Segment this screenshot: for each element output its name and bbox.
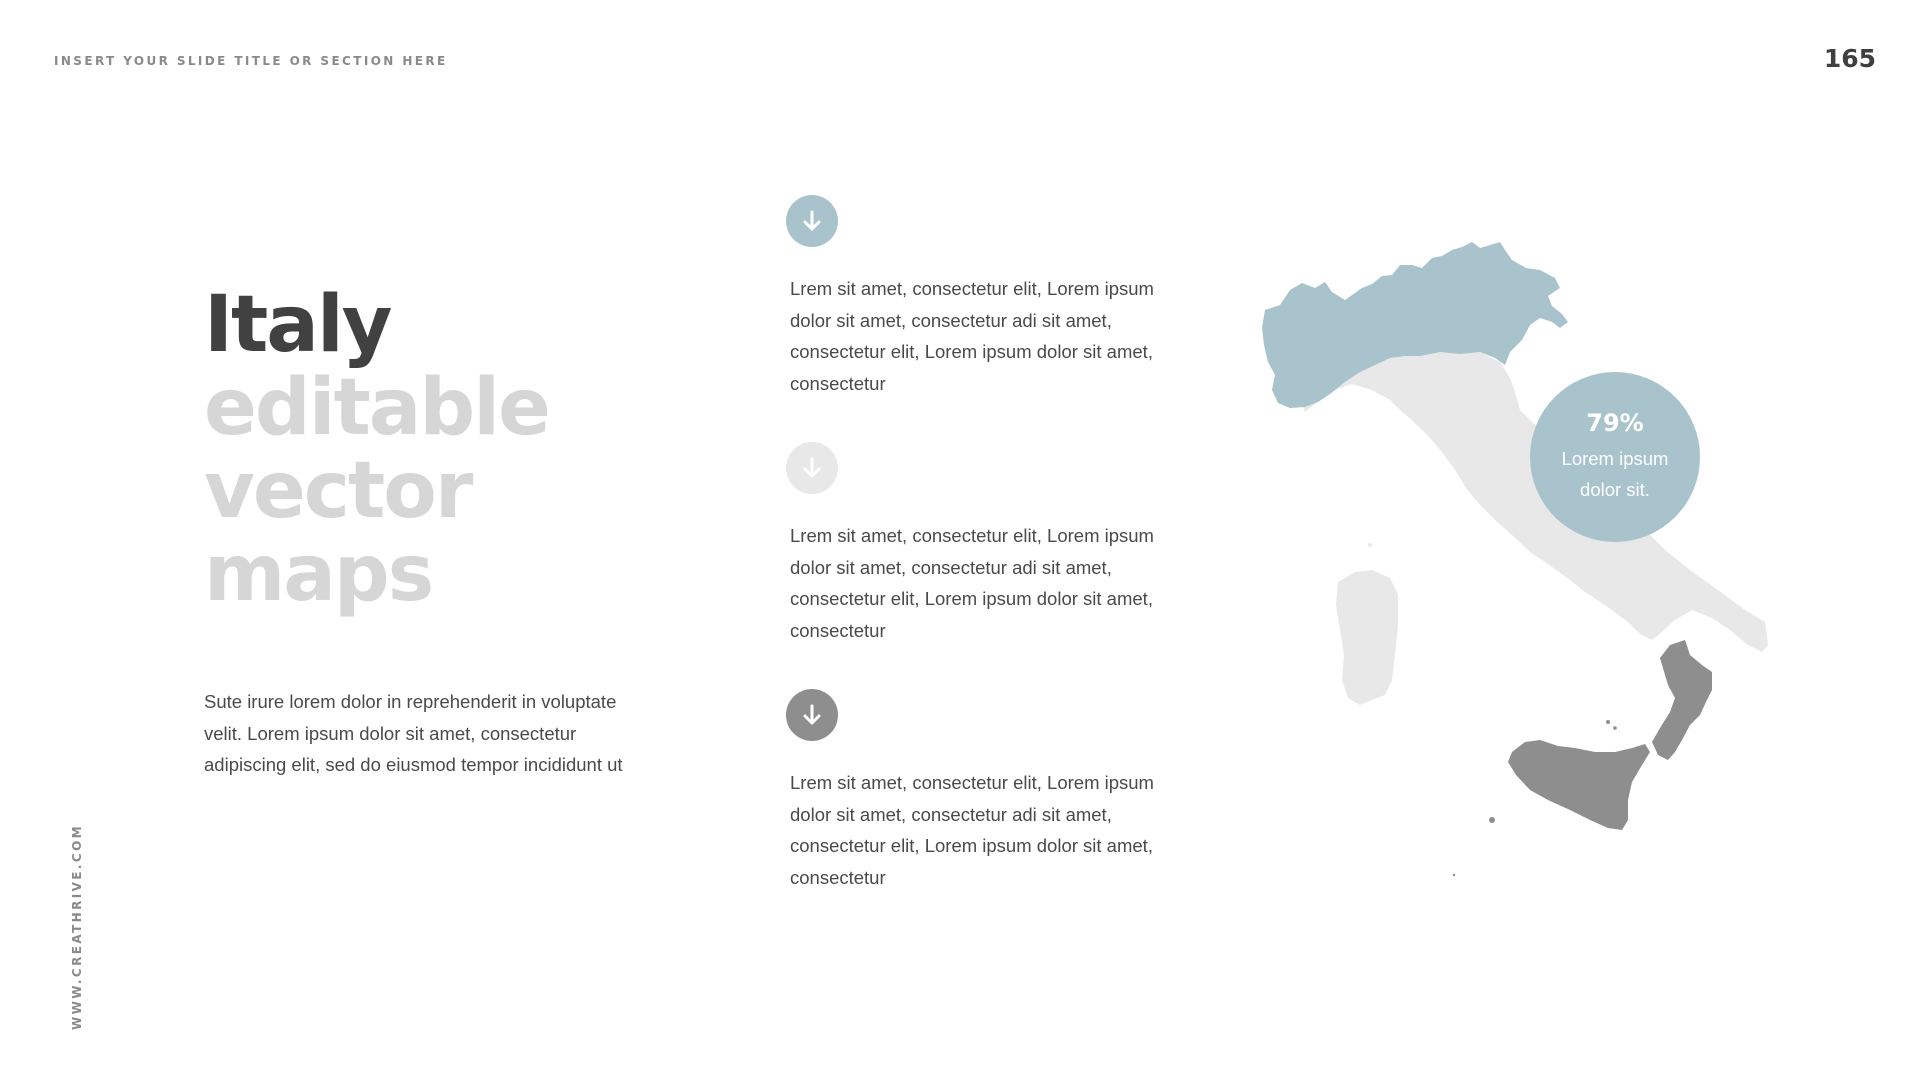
feature-text-1: Lrem sit amet, consectetur elit, Lorem ipsum dolor sit amet, consectetur adi sit amet, consectetur elit, Lorem ipsum dolor sit amet, consectetur <box>790 278 1154 394</box>
feature-text-2: Lrem sit amet, consectetur elit, Lorem ipsum dolor sit amet, consectetur adi sit amet, consectetur elit, Lorem ipsum dolor sit amet, consectetur <box>790 525 1154 641</box>
page-heading <box>204 280 549 619</box>
map-region-sicily <box>1508 740 1650 830</box>
feature-item-3 <box>786 689 1166 893</box>
feature-text-3: Lrem sit amet, consectetur elit, Lorem ipsum dolor sit amet, consectetur adi sit amet, consectetur elit, Lorem ipsum dolor sit amet, consectetur <box>790 772 1154 888</box>
map-island <box>1368 543 1372 547</box>
heading-line-vector: vector <box>204 446 472 536</box>
arrow-down-icon <box>786 195 838 247</box>
map-region-calabria <box>1652 640 1712 760</box>
callout-label: Lorem ipsum dolor sit. <box>1561 447 1669 500</box>
slide-section-title: INSERT YOUR SLIDE TITLE OR SECTION HERE <box>54 54 448 68</box>
feature-item-2 <box>786 442 1166 646</box>
map-island <box>1606 720 1610 724</box>
map-island <box>1613 726 1617 730</box>
heading-line-editable: editable <box>204 363 549 453</box>
arrow-down-icon <box>786 689 838 741</box>
website-url: WWW.CREATHRIVE.COM <box>70 823 84 1030</box>
heading-line-maps: maps <box>204 529 433 619</box>
italy-map <box>1240 230 1800 880</box>
callout-percent: 79% <box>1586 408 1644 437</box>
intro-paragraph: Sute irure lorem dolor in reprehenderit in voluptate velit. Lorem ipsum dolor sit amet, consectetur adipiscing elit, sed do eiusmod tempor incididunt ut <box>204 691 623 775</box>
map-region-sardinia <box>1336 570 1398 705</box>
arrow-down-icon <box>786 442 838 494</box>
map-island <box>1489 817 1495 823</box>
page-number: 165 <box>1823 44 1876 73</box>
map-island <box>1453 874 1455 876</box>
feature-item-1 <box>786 195 1166 399</box>
percentage-callout <box>1530 372 1700 542</box>
heading-line-italy: Italy <box>204 280 391 370</box>
